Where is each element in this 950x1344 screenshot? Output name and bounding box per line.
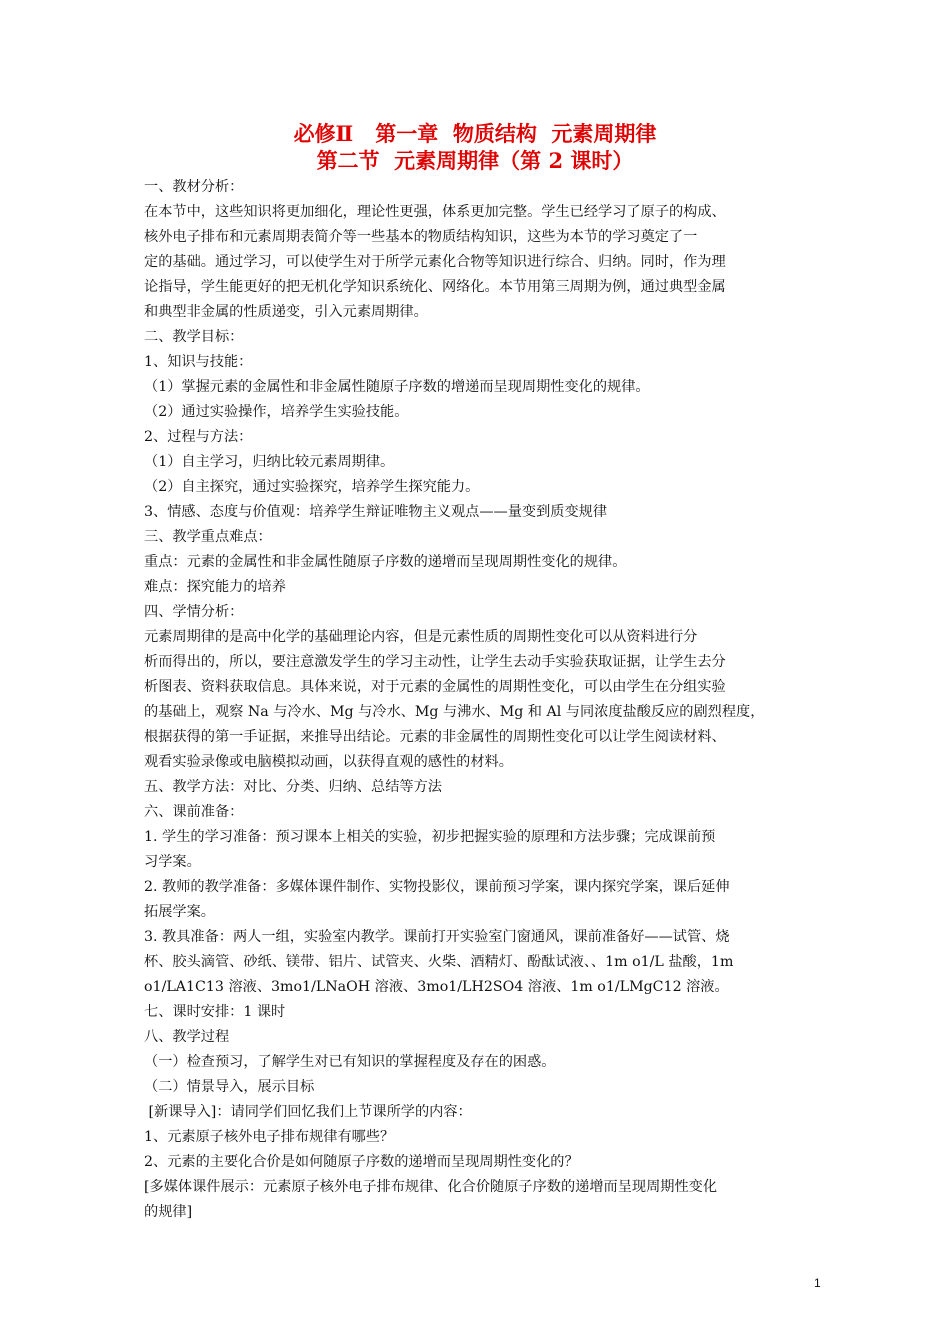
text-line: （1）自主学习，归纳比较元素周期律。	[144, 454, 395, 470]
text-line: o1/LA1C13 溶液、3mo1/LNaOH 溶液、3mo1/LH2SO4 溶液、1m o1/LMgC12 溶液。	[144, 979, 729, 995]
title-line-1: 必修Ⅱ 第一章 物质结构 元素周期律	[293, 121, 657, 146]
text-line: 1、知识与技能：	[144, 354, 253, 370]
text-line: 六、课前准备：	[144, 804, 244, 820]
text-line: 核外电子排布和元素周期表简介等一些基本的物质结构知识，这些为本节的学习奠定了一	[144, 229, 698, 245]
text-line: [多媒体课件展示：元素原子核外电子排布规律、化合价随原子序数的递增而呈现周期性变化	[144, 1179, 718, 1195]
text-line: 定的基础。通过学习，可以使学生对于所学元素化合物等知识进行综合、归纳。同时，作为理	[144, 254, 726, 270]
text-line: 的规律]	[144, 1204, 193, 1220]
text-line: 2. 教师的教学准备：多媒体课件制作、实物投影仪，课前预习学案，课内探究学案，课后延伸	[144, 879, 730, 895]
text-line: 拓展学案。	[144, 904, 215, 920]
text-line: 八、教学过程	[144, 1029, 230, 1045]
text-line: 在本节中，这些知识将更加细化，理论性更强，体系更加完整。学生已经学习了原子的构成、	[144, 204, 726, 220]
text-line: 重点：元素的金属性和非金属性随原子序数的递增而呈现周期性变化的规律。	[144, 554, 627, 570]
text-line: 观看实验录像或电脑模拟动画，以获得直观的感性的材料。	[144, 754, 513, 770]
text-line: 2、过程与方法：	[144, 429, 253, 445]
text-line: 杯、胶头滴管、砂纸、镁带、铝片、试管夹、火柴、酒精灯、酚酞试液、、1m o1/L 盐酸，1m	[144, 954, 734, 970]
text-line: （1）掌握元素的金属性和非金属性随原子序数的增递而呈现周期性变化的规律。	[144, 379, 650, 395]
text-line: （2）自主探究，通过实验探究，培养学生探究能力。	[144, 479, 480, 495]
text-line: 三、教学重点难点：	[144, 529, 272, 545]
text-line: 七、课时安排：1 课时	[144, 1004, 286, 1020]
text-line: 元素周期律的是高中化学的基础理论内容，但是元素性质的周期性变化可以从资料进行分	[144, 629, 698, 645]
text-line: 一、教材分析：	[144, 179, 244, 195]
text-line: 根据获得的第一手证据，来推导出结论。元素的非金属性的周期性变化可以让学生阅读材料、	[144, 729, 726, 745]
title-line-2: 第二节 元素周期律（第 2 课时）	[316, 148, 634, 173]
text-line: （2）通过实验操作，培养学生实验技能。	[144, 404, 409, 420]
text-line: [新课导入]：请同学们回忆我们上节课所学的内容：	[144, 1104, 472, 1120]
text-line: 1. 学生的学习准备：预习课本上相关的实验，初步把握实验的原理和方法步骤；完成课前预	[144, 829, 716, 845]
text-line: 难点：探究能力的培养	[144, 579, 286, 595]
text-line: 论指导，学生能更好的把无机化学知识系统化、网络化。本节用第三周期为例，通过典型金属	[144, 279, 726, 295]
text-line: 3. 教具准备：两人一组，实验室内教学。课前打开实验室门窗通风，课前准备好——试管、烧	[144, 929, 730, 945]
text-line: 2、元素的主要化合价是如何随原子序数的递增而呈现周期性变化的？	[144, 1154, 579, 1170]
text-line: 习学案。	[144, 854, 201, 870]
text-line: 1、元素原子核外电子排布规律有哪些？	[144, 1129, 395, 1145]
text-line: 五、教学方法：对比、分类、归纳、总结等方法	[144, 779, 442, 795]
text-line: 析而得出的，所以，要注意激发学生的学习主动性，让学生去动手实验获取证据，让学生去分	[144, 654, 726, 670]
page-number: 1	[814, 1276, 821, 1290]
text-line: 3、情感、态度与价值观：培养学生辩证唯物主义观点——量变到质变规律	[144, 504, 608, 520]
text-line: （二）情景导入，展示目标	[144, 1079, 315, 1095]
text-line: （一）检查预习，了解学生对已有知识的掌握程度及存在的困惑。	[144, 1054, 556, 1070]
text-line: 的基础上，观察 Na 与冷水、Mg 与冷水、Mg 与沸水、Mg 和 Al 与同浓度盐酸反应的剧烈程度，	[144, 704, 765, 720]
title-block	[0, 120, 950, 174]
text-line: 四、学情分析：	[144, 604, 244, 620]
text-line: 和典型非金属的性质递变，引入元素周期律。	[144, 304, 428, 320]
document-body	[144, 175, 812, 1225]
text-line: 析图表、资料获取信息。具体来说，对于元素的金属性的周期性变化，可以由学生在分组实验	[144, 679, 726, 695]
text-line: 二、教学目标：	[144, 329, 244, 345]
